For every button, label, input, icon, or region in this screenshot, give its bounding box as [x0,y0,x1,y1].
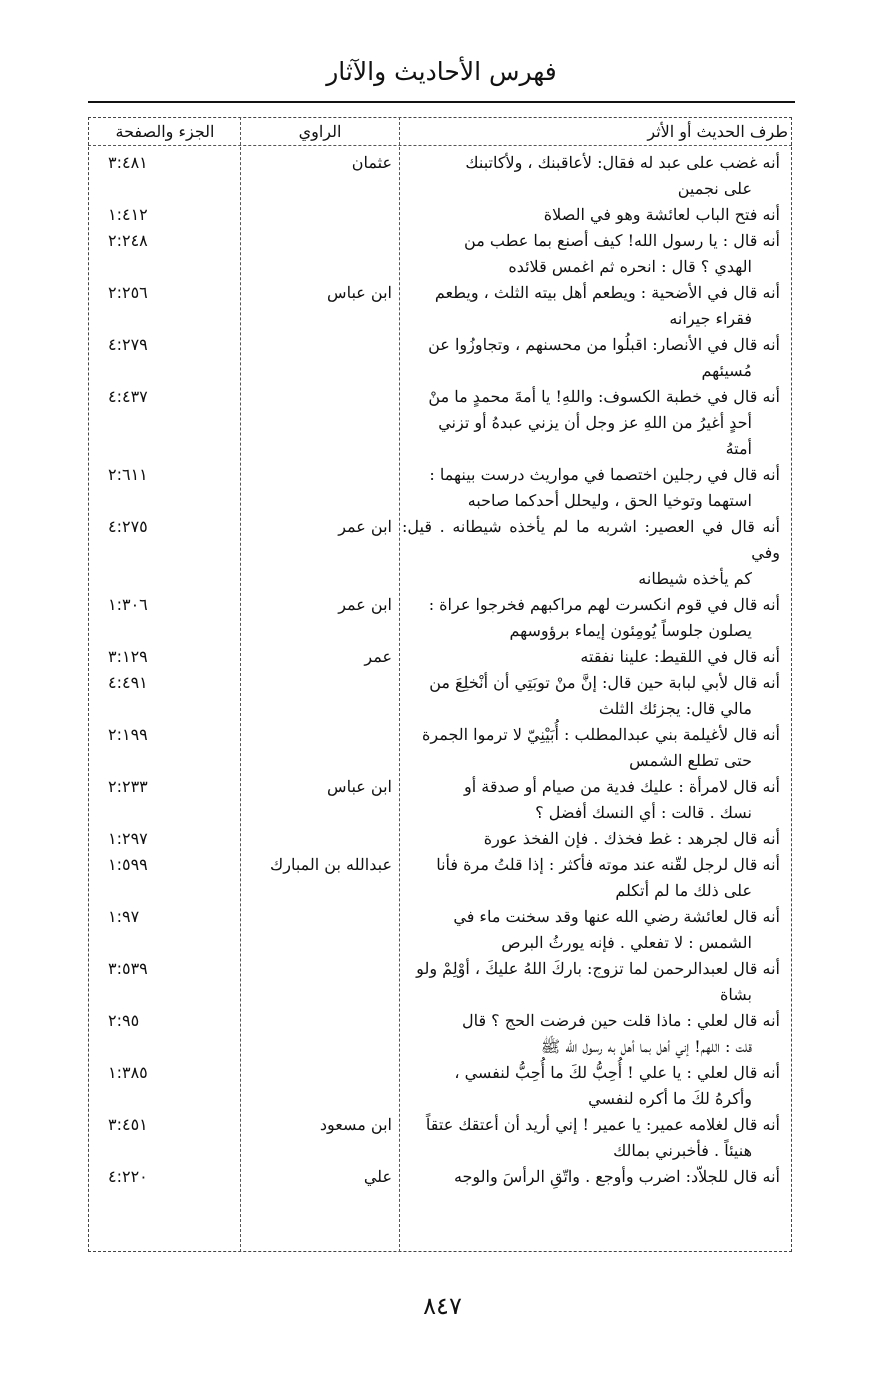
hadith-text [402,904,792,956]
volume-page-ref: ٣:١٢٩ [108,647,148,666]
hadith-text [402,1008,792,1060]
table-row [88,644,792,670]
hadith-line: أنه قال لأبي لبابة حين قال: إنَّ منْ توبَتِي أن أنْخلِعَ من [429,673,780,692]
narrator: ابن عباس [327,777,392,796]
table-row [88,1112,792,1164]
hadith-text [402,852,792,904]
volume-page-ref: ١:٢٩٧ [108,829,148,848]
hadith-line: أنه قال لأغيلمة بني عبدالمطلب : أُبَيْنِيّ لا ترموا الجمرة [421,725,780,744]
volume-page-ref: ٣:٤٥١ [108,1115,148,1134]
hadith-line: أنه قال في الأنصار: اقبلُوا من محسنهم ، وتجاوزُوا عن [428,335,780,354]
volume-page-ref: ٤:٤٣٧ [108,387,148,406]
hadith-line: أنه قال لغلامه عمير: يا عمير ! إني أريد أن أعتقك عتقاً [425,1115,780,1134]
hadith-line: مالي قال: يجزئك الثلث [598,699,752,718]
hadith-text [402,1060,792,1112]
hadith-text [402,670,792,722]
header-hadith: طرف الحديث أو الأثر [647,122,788,141]
volume-page-ref: ٤:٤٩١ [108,673,148,692]
table-row [88,774,792,826]
hadith-line: الشمس : لا تفعلي . فإنه يورثُ البرص [501,933,752,952]
hadith-line: أنه قال لجرهد : غط فخذك . فإن الفخذ عورة [483,829,780,848]
hadith-text [402,280,792,332]
hadith-line: أنه قال لعلي : يا علي ! أُحِبُّ لكَ ما أُحِبُّ لنفسي ، [454,1063,780,1082]
volume-page-ref: ٤:٢٧٩ [108,335,148,354]
table-row [88,202,792,228]
table-row [88,514,792,592]
table-row [88,280,792,332]
volume-page-ref: ٢:٢٤٨ [108,231,148,250]
volume-page-ref: ٤:٢٢٠ [108,1167,148,1186]
volume-page-ref: ٣:٥٣٩ [108,959,148,978]
hadith-text [402,150,792,202]
hadith-line: بشاة [720,985,752,1004]
volume-page-ref: ١:٣٨٥ [108,1063,148,1082]
volume-page-ref: ٣:٤٨١ [108,153,148,172]
hadith-line: على نجمين [677,179,752,198]
header-divider [88,145,792,146]
table-row [88,904,792,956]
volume-page-ref: ٢:٢٣٣ [108,777,148,796]
hadith-line: أنه قال للجلاّد: اضرب وأوجع . واتّقِ الرأسَ والوجه [453,1167,780,1186]
hadith-text [402,332,792,384]
table-row [88,384,792,462]
volume-page-ref: ٤:٢٧٥ [108,517,148,536]
table-row [88,722,792,774]
header-rawi: الراوي [298,122,342,141]
narrator: عمر [364,647,392,666]
hadith-line: الهدي ؟ قال : انحره ثم اغمس قلائده [508,257,752,276]
hadith-line: كم يأخذه شيطانه [638,569,752,588]
hadith-text [402,384,792,462]
hadith-line: أنه قال : يا رسول الله! كيف أصنع بما عطب من [464,231,780,250]
narrator: ابن عباس [327,283,392,302]
narrator: ابن مسعود [319,1115,392,1134]
hadith-line: أنه قال لعلي : ماذا قلت حين فرضت الحج ؟ قال [461,1011,780,1030]
hadith-text [402,1112,792,1164]
hadith-text [402,644,792,670]
hadith-line: حتى تطلع الشمس [629,751,752,770]
narrator: عبدالله بن المبارك [270,855,392,874]
hadith-line: أنه قال لعبدالرحمن لما تزوج: باركَ اللهُ عليكَ ، أوْلِمْ ولو [416,959,780,978]
hadith-line: مُسيئهم [701,361,752,380]
page-number: ٨٤٧ [423,1292,462,1320]
hadith-line: أنه قال لعائشة رضي الله عنها وقد سخنت ماء في [453,907,780,926]
table-row [88,332,792,384]
title-rule [88,101,795,103]
table-row [88,228,792,280]
table-row [88,670,792,722]
hadith-line: نسك . قالت : أي النسك أفضل ؟ [535,803,752,822]
narrator: ابن عمر [338,517,392,536]
table-row [88,852,792,904]
hadith-line: أنه قال في العصير: اشربه ما لم يأخذه شيطانه . قيل: وفي [402,517,780,562]
hadith-line: أنه فتح الباب لعائشة وهو في الصلاة [543,205,780,224]
volume-page-ref: ١:٩٧ [108,907,140,926]
table-row [88,956,792,1008]
table-row [88,826,792,852]
hadith-line: أنه قال في قوم انكسرت لهم مراكبهم فخرجوا عراة : [428,595,780,614]
hadith-line: أنه قال في خطبة الكسوف: واللهِ! يا أمةَ محمدٍ ما منْ [428,387,780,406]
table-row [88,1164,792,1190]
page-title: فهرس الأحاديث والآثار [326,57,557,86]
narrator: علي [363,1167,392,1186]
volume-page-ref: ٢:٢٥٦ [108,283,148,302]
hadith-text [402,462,792,514]
hadith-line: أحدٍ أغيرُ من اللهِ عز وجل أن يزني عبدهُ أو تزني [438,413,752,432]
table-row [88,592,792,644]
hadith-text [402,514,792,592]
hadith-text [402,592,792,644]
hadith-line: أنه قال في رجلين اختصما في مواريث درست بينهما : [429,465,780,484]
volume-page-ref: ١:٣٠٦ [108,595,148,614]
hadith-text [402,722,792,774]
hadith-line: فقراء جيرانه [669,309,752,328]
narrator: ابن عمر [338,595,392,614]
volume-page-ref: ٢:٦١١ [108,465,148,484]
table-body [88,150,792,1190]
volume-page-ref: ٢:٩٥ [108,1011,140,1030]
table-row [88,1060,792,1112]
hadith-text [402,956,792,1008]
hadith-line: أنه قال في الأضحية : ويطعم أهل بيته الثلث ، ويطعم [434,283,780,302]
hadith-line: أنه غضب على عبد له فقال: لأعاقبنك ، ولأكاتبنك [465,153,780,172]
narrator: عثمان [351,153,392,172]
hadith-line: يصلون جلوساً يُومِئون إيماء برؤوسهم [509,621,752,640]
hadith-line: أمتهُ [725,439,752,458]
table-row [88,462,792,514]
hadith-line: قلت : اللهم! إني أهل بما أهل به رسول الله ﷺ [540,1037,752,1056]
volume-page-ref: ١:٥٩٩ [108,855,148,874]
hadith-line: استهما وتوخيا الحق ، وليحلل أحدكما صاحبه [467,491,752,510]
volume-page-ref: ١:٤١٢ [108,205,148,224]
hadith-line: أنه قال لامرأة : عليك فدية من صيام أو صدقة أو [464,777,780,796]
hadith-text [402,202,792,228]
hadith-line: وأكرهُ لكَ ما أكره لنفسي [588,1089,752,1108]
hadith-line: أنه قال في اللقيط: علينا نفقته [580,647,780,666]
table-row [88,1008,792,1060]
hadith-text [402,826,792,852]
hadith-text [402,1164,792,1190]
hadith-text [402,774,792,826]
hadith-line: على ذلك ما لم أتكلم [615,881,752,900]
volume-page-ref: ٢:١٩٩ [108,725,148,744]
table-row [88,150,792,202]
header-page: الجزء والصفحة [115,122,215,141]
hadith-line: أنه قال لرجل لقّنه عند موته فأكثر : إذا قلتُ مرة فأنا [436,855,780,874]
hadith-line: هنيئاً . فأخبرني بمالك [613,1141,752,1160]
hadith-text [402,228,792,280]
